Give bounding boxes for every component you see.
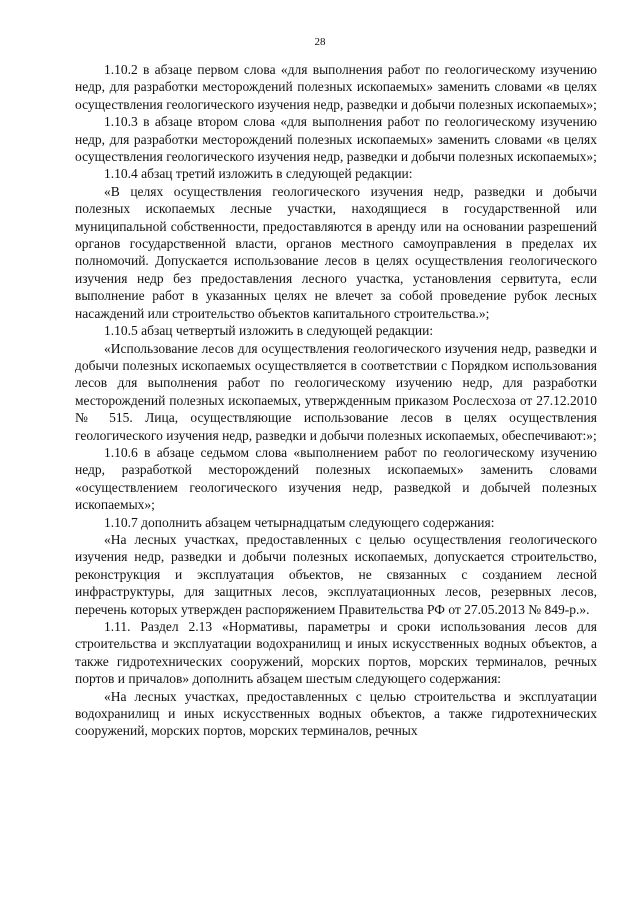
paragraph-1-10-3: 1.10.3 в абзаце втором слова «для выполнения работ по геологическому изучению недр, для разработки месторождений полезных ископаемых» заменить словами «в целях осуществления геологического изучения недр, разведки и добычи полезных ископаемых»; xyxy=(75,114,597,165)
paragraph-1-10-6: 1.10.6 в абзаце седьмом слова «выполнением работ по геологическому изучению недр, разработкой месторождений полезных ископаемых» заменить словами «осуществлением геологического изучения недр, разведкой и добычей полезных ископаемых»; xyxy=(75,444,597,513)
paragraph-1-10-5: 1.10.5 абзац четвертый изложить в следующей редакции: xyxy=(104,323,434,339)
paragraph-1-10-4: 1.10.4 абзац третий изложить в следующей редакции: xyxy=(104,166,413,182)
paragraph-1-10-5-quote: «Использование лесов для осуществления геологического изучения недр, разведки и добычи полезных ископаемых осуществляется в соответствии с Порядком использования лесов для выполнения работ по геологическому изучению недр, для разработки месторождений полезных ископаемых, утвержденным приказом Рослесхоза от 27.12.2010 № 515. Лица, осуществляющие использование лесов в целях осуществления геологического изучения недр, разведки и добычи полезных ископаемых, обеспечивают:»; xyxy=(75,340,597,443)
paragraph-1-11: 1.11. Раздел 2.13 «Нормативы, параметры и сроки использования лесов для строительства и эксплуатации водохранилищ и иных искусственных водных объектов, а также гидротехнических сооружений, морских портов, морских терминалов, речных портов и причалов» дополнить абзацем шестым следующего содержания: xyxy=(75,619,597,687)
paragraph-1-10-2: 1.10.2 в абзаце первом слова «для выполнения работ по геологическому изучению недр, для разработки месторождений полезных ископаемых» заменить словами «в целях осуществления геологического изучения недр, разведки и добычи полезных ископаемых»; xyxy=(75,62,597,112)
page-number: 28 xyxy=(314,36,326,48)
paragraph-1-10-7: 1.10.7 дополнить абзацем четырнадцатым следующего содержания: xyxy=(104,514,495,530)
document-body xyxy=(75,61,597,740)
paragraph-1-11-quote: «На лесных участках, предоставленных с целью строительства и эксплуатации водохранилищ и иных искусственных водных объектов, а также гидротехнических сооружений, морских портов, морских терминалов, речных xyxy=(75,688,597,739)
paragraph-1-10-7-quote: «На лесных участках, предоставленных с целью осуществления геологического изучения недр, разведки и добычи полезных ископаемых, допускается строительство, реконструкция и эксплуатация объектов, не связанных с созданием лесной инфраструктуры, для защитных лесов, эксплуатационных лесов, резервных лесов, перечень которых утвержден распоряжением Правительства РФ от 27.05.2013 № 849-р.». xyxy=(75,531,597,617)
paragraph-1-10-4-quote: «В целях осуществления геологического изучения недр, разведки и добычи полезных ископаемых лесные участки, находящиеся в государственной или муниципальной собственности, предоставляются в аренду или на основании разрешений органов государственной власти, органов местного самоуправления в пределах их полномочий. Допускается использование лесов в целях осуществления геологического изучения недр без предоставления лесного участка, установления сервитута, если выполнение работ в указанных целях не влечет за собой проведение рубок лесных насаждений или строительство объектов капитального строительства.»; xyxy=(75,183,597,321)
